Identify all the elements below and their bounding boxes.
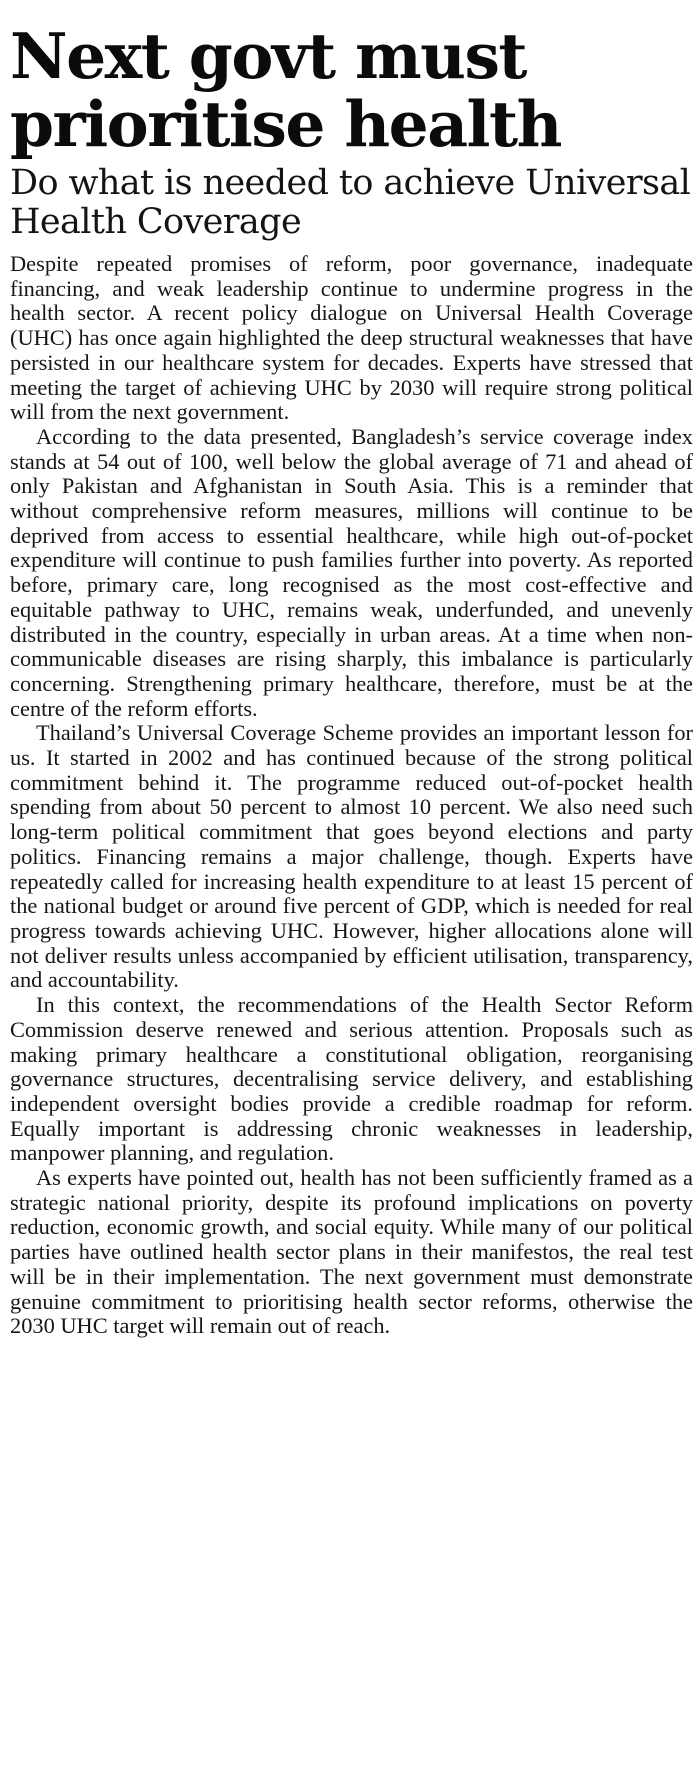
headline: Next govt must prioritise health (10, 19, 561, 161)
paragraph-5: As experts have pointed out, health has not been sufficiently framed as a strategic national priority, despite its profound implications on poverty reduction, economic growth, and social equity. While many of our political parties have outlined health sector plans in their manifestos, the real test will be in their implementation. The next government must demonstrate genuine commitment to prioritising health sector reforms, otherwise the 2030 UHC target will remain out of reach. (10, 1165, 693, 1339)
paragraph-1: Despite repeated promises of reform, poor governance, inadequate financing, and weak leadership continue to undermine progress in the health sector. A recent policy dialogue on Universal Health Coverage (UHC) has once again highlighted the deep structural weaknesses that have persisted in our healthcare system for decades. Experts have stressed that meeting the target of achieving UHC by 2030 will require strong political will from the next government. (10, 251, 693, 425)
article-body (10, 252, 693, 1339)
paragraph-3: Thailand’s Universal Coverage Scheme provides an important lesson for us. It started in 2002 and has continued because of the strong political commitment behind it. The programme reduced out-of-pocket health spending from about 50 percent to almost 10 percent. We also need such long-term political commitment that goes beyond elections and party politics. Financing remains a major challenge, though. Experts have repeatedly called for increasing health expenditure to at least 15 percent of the national budget or around five percent of GDP, which is needed for real progress towards achieving UHC. However, higher allocations alone will not deliver results unless accompanied by efficient utilisation, transparency, and accountability. (10, 720, 693, 993)
subheadline: Do what is needed to achieve Universal Health Coverage (10, 163, 691, 242)
editorial-article (10, 0, 693, 1339)
paragraph-4: In this context, the recommendations of the Health Sector Reform Commission deserve renewed and serious attention. Proposals such as making primary healthcare a constitutional obligation, reorganising governance structures, decentralising service delivery, and establishing independent oversight bodies provide a credible roadmap for reform. Equally important is addressing chronic weaknesses in leadership, manpower planning, and regulation. (10, 992, 693, 1166)
paragraph-2: According to the data presented, Bangladesh’s service coverage index stands at 54 out of 100, well below the global average of 71 and ahead of only Pakistan and Afghanistan in South Asia. This is a reminder that without comprehensive reform measures, millions will continue to be deprived from access to essential healthcare, while high out-of-pocket expenditure will continue to push families further into poverty. As reported before, primary care, long recognised as the most cost-effective and equitable pathway to UHC, remains weak, underfunded, and unevenly distributed in the country, especially in urban areas. At a time when non-communicable diseases are rising sharply, this imbalance is particularly concerning. Strengthening primary healthcare, therefore, must be at the centre of the reform efforts. (10, 423, 693, 721)
